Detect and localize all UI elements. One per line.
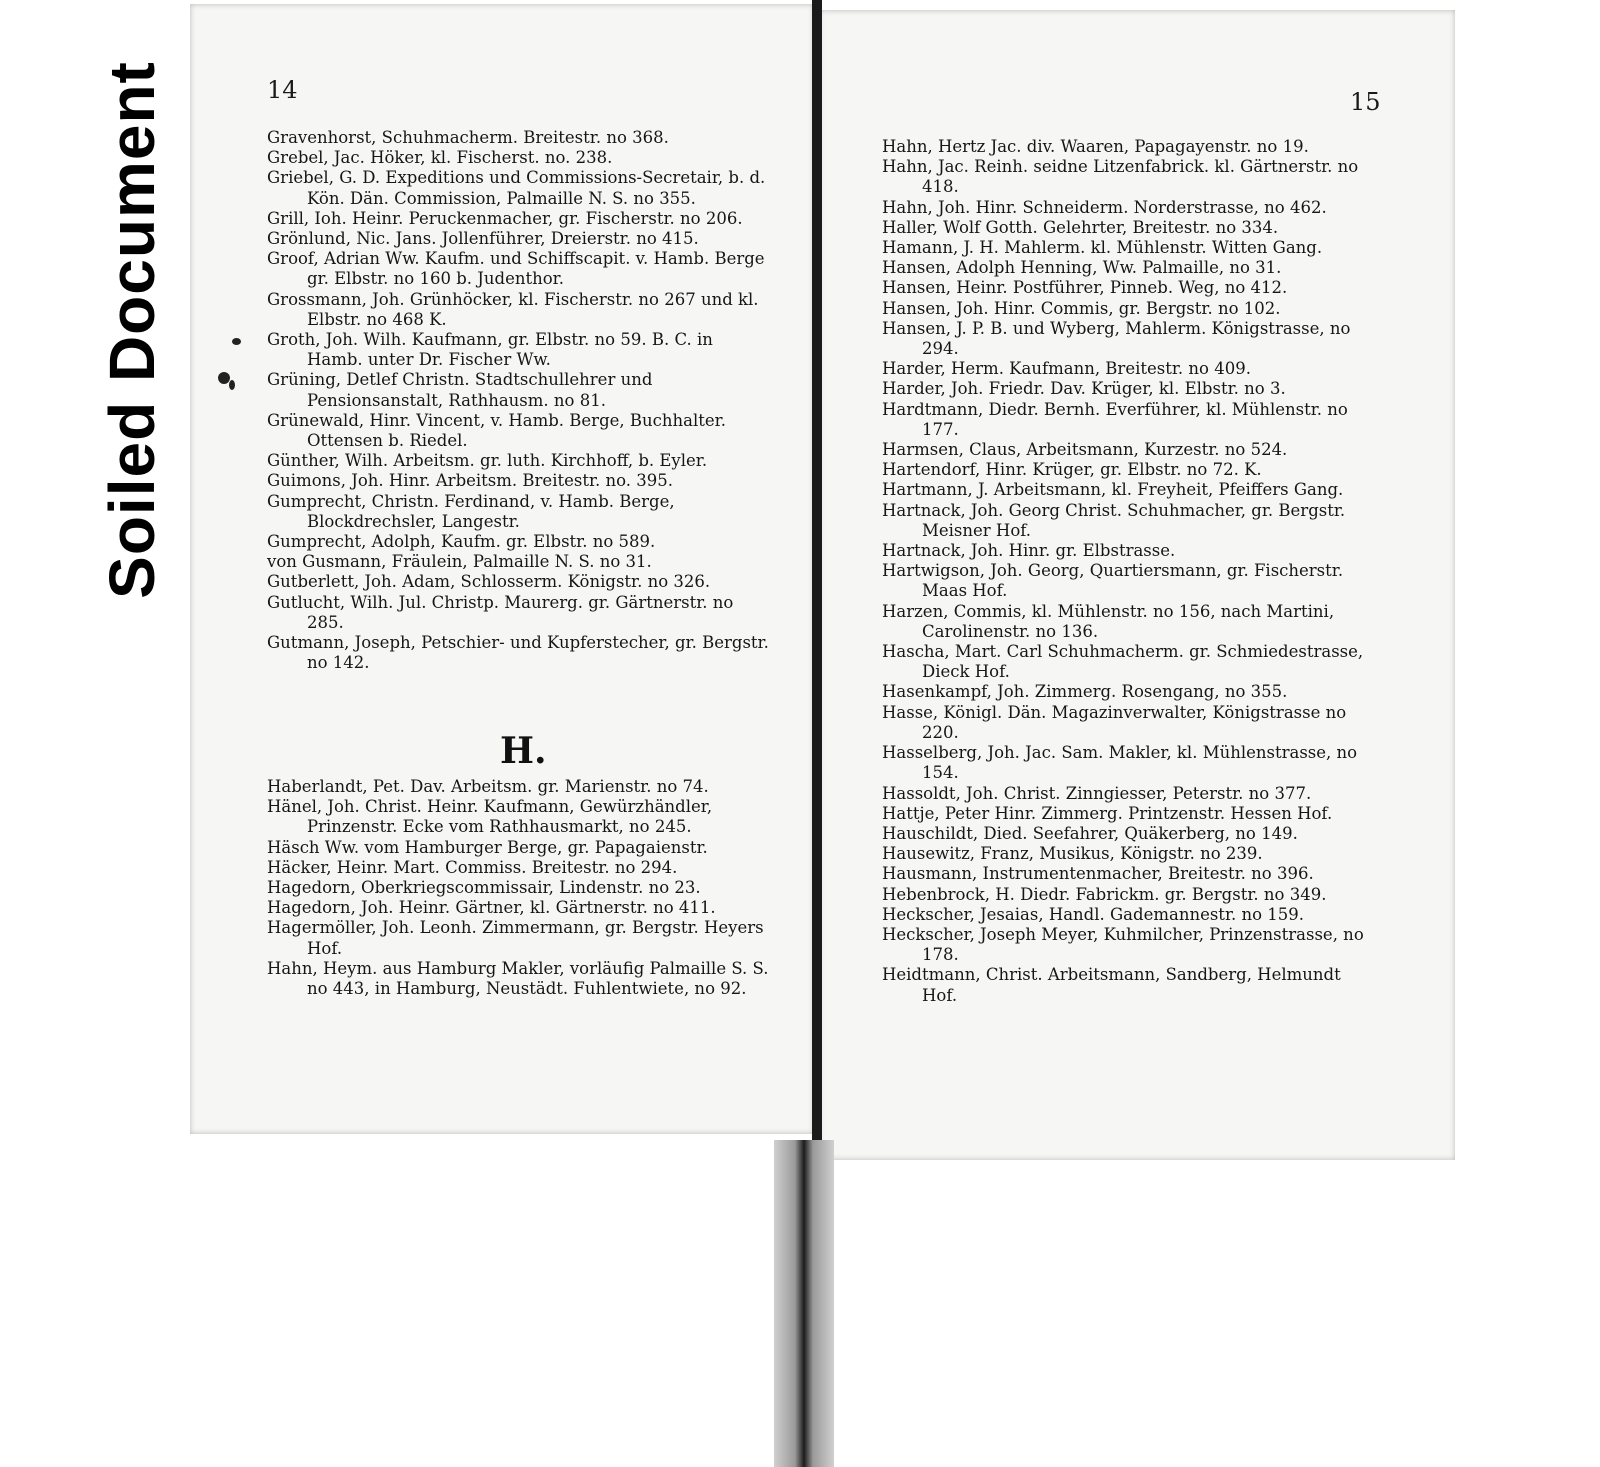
list-item: Heckscher, Joseph Meyer, Kuhmilcher, Prinzenstrasse, no 178. xyxy=(882,924,1364,965)
list-item: Hahn, Joh. Hinr. Schneiderm. Norderstrasse, no 462. xyxy=(882,197,1327,217)
list-item: Hausewitz, Franz, Musikus, Königstr. no 239. xyxy=(882,844,1263,864)
list-item: Grüning, Detlef Christn. Stadtschullehrer und Pensionsanstalt, Rathhausm. no 81. xyxy=(267,370,653,410)
list-item: Grebel, Jac. Höker, kl. Fischerst. no. 238. xyxy=(267,148,613,168)
list-item: Grünewald, Hinr. Vincent, v. Hamb. Berge, Buchhalter. Ottensen b. Riedel. xyxy=(267,410,726,451)
list-item: Hartwigson, Joh. Georg, Quartiersmann, gr. Fischerstr. Maas Hof. xyxy=(882,561,1344,601)
list-item: Harder, Joh. Friedr. Dav. Krüger, kl. Elbstr. no 3. xyxy=(882,379,1286,399)
list-item: Hänel, Joh. Christ. Heinr. Kaufmann, Gewürzhändler, Prinzenstr. Ecke vom Rathhausmarkt, no 245. xyxy=(267,797,713,837)
list-item: Haberlandt, Pet. Dav. Arbeitsm. gr. Marienstr. no 74. xyxy=(267,777,709,796)
list-item: Hartnack, Joh. Georg Christ. Schuhmacher, gr. Bergstr. Meisner Hof. xyxy=(882,500,1346,540)
section-heading: H. xyxy=(500,730,547,772)
list-item: Harzen, Commis, kl. Mühlenstr. no 156, nach Martini, Carolinenstr. no 136. xyxy=(882,601,1335,641)
list-item: Grönlund, Nic. Jans. Jollenführer, Dreierstr. no 415. xyxy=(267,229,699,249)
list-item: Grossmann, Joh. Grünhöcker, kl. Fischerstr. no 267 und kl. Elbstr. no 468 K. xyxy=(267,289,759,329)
list-item: Hattje, Peter Hinr. Zimmerg. Printzenstr. Hessen Hof. xyxy=(882,803,1333,823)
list-item: Groth, Joh. Wilh. Kaufmann, gr. Elbstr. no 59. B. C. in Hamb. unter Dr. Fischer Ww. xyxy=(267,330,713,370)
list-item: Groof, Adrian Ww. Kaufm. und Schiffscapit. v. Hamb. Berge gr. Elbstr. no 160 b. Judenthor. xyxy=(267,249,765,289)
list-item: Hartmann, J. Arbeitsmann, kl. Freyheit, Pfeiffers Gang. xyxy=(882,480,1344,500)
list-item: Hagermöller, Joh. Leonh. Zimmermann, gr. Bergstr. Heyers Hof. xyxy=(267,918,764,958)
list-item: Hausmann, Instrumentenmacher, Breitestr. no 396. xyxy=(882,864,1314,884)
ink-speck xyxy=(232,338,241,345)
stamp-label: Soiled Document xyxy=(96,61,168,599)
list-item: Haller, Wolf Gotth. Gelehrter, Breitestr. no 334. xyxy=(882,217,1279,237)
list-item: Hauschildt, Died. Seefahrer, Quäkerberg, no 149. xyxy=(882,823,1298,843)
ink-speck xyxy=(229,380,235,390)
list-item: Hahn, Hertz Jac. div. Waaren, Papagayenstr. no 19. xyxy=(882,137,1309,156)
list-item: Heckscher, Jesaias, Handl. Gademannestr. no 159. xyxy=(882,904,1305,924)
list-item: Hagedorn, Oberkriegscommissair, Lindenstr. no 23. xyxy=(267,878,701,898)
list-item: Hardtmann, Diedr. Bernh. Everführer, kl. Mühlenstr. no 177. xyxy=(882,399,1348,439)
list-item: Gutberlett, Joh. Adam, Schlosserm. Königstr. no 326. xyxy=(267,572,711,592)
right-entries xyxy=(882,137,1372,1006)
list-item: Gutlucht, Wilh. Jul. Christp. Maurerg. gr. Gärtnerstr. no 285. xyxy=(267,592,734,632)
list-item: Harder, Herm. Kaufmann, Breitestr. no 409. xyxy=(882,359,1251,379)
list-item: Hagedorn, Joh. Heinr. Gärtner, kl. Gärtnerstr. no 411. xyxy=(267,898,716,918)
list-item: Hasenkampf, Joh. Zimmerg. Rosengang, no 355. xyxy=(882,682,1288,702)
left-entries-h xyxy=(267,777,772,999)
list-item: Gumprecht, Adolph, Kaufm. gr. Elbstr. no 589. xyxy=(267,532,656,552)
list-item: Häcker, Heinr. Mart. Commiss. Breitestr. no 294. xyxy=(267,857,678,877)
list-item: Hebenbrock, H. Diedr. Fabrickm. gr. Bergstr. no 349. xyxy=(882,884,1327,904)
list-item: Hansen, J. P. B. und Wyberg, Mahlerm. Königstrasse, no 294. xyxy=(882,318,1351,359)
left-entries xyxy=(267,128,772,673)
list-item: Günther, Wilh. Arbeitsm. gr. luth. Kirchhoff, b. Eyler. xyxy=(267,451,708,471)
list-item: Hasse, Königl. Dän. Magazinverwalter, Königstrasse no 220. xyxy=(882,702,1347,742)
list-item: Hartnack, Joh. Hinr. gr. Elbstrasse. xyxy=(882,541,1176,561)
book-gutter xyxy=(812,0,822,1160)
list-item: Häsch Ww. vom Hamburger Berge, gr. Papagaienstr. xyxy=(267,837,708,857)
list-item: Hahn, Heym. aus Hamburg Makler, vorläufig Palmaille S. S. no 443, in Hamburg, Neustädt. Fuhlentwiete, no 92. xyxy=(267,958,769,999)
list-item: Hahn, Jac. Reinh. seidne Litzenfabrick. kl. Gärtnerstr. no 418. xyxy=(882,157,1359,197)
list-item: Hasselberg, Joh. Jac. Sam. Makler, kl. Mühlenstrasse, no 154. xyxy=(882,743,1358,783)
list-item: Grill, Ioh. Heinr. Peruckenmacher, gr. Fischerstr. no 206. xyxy=(267,208,743,228)
list-item: Harmsen, Claus, Arbeitsmann, Kurzestr. no 524. xyxy=(882,440,1288,460)
list-item: von Gusmann, Fräulein, Palmaille N. S. no 31. xyxy=(267,552,652,572)
list-item: Hansen, Adolph Henning, Ww. Palmaille, no 31. xyxy=(882,258,1282,278)
list-item: Hartendorf, Hinr. Krüger, gr. Elbstr. no 72. K. xyxy=(882,460,1262,480)
list-item: Heidtmann, Christ. Arbeitsmann, Sandberg, Helmundt Hof. xyxy=(882,965,1341,1005)
list-item: Guimons, Joh. Hinr. Arbeitsm. Breitestr. no. 395. xyxy=(267,471,674,491)
list-item: Gumprecht, Christn. Ferdinand, v. Hamb. Berge, Blockdrechsler, Langestr. xyxy=(267,491,675,531)
list-item: Gutmann, Joseph, Petschier- und Kupferstecher, gr. Bergstr. no 142. xyxy=(267,633,769,673)
list-item: Griebel, G. D. Expeditions und Commissions-Secretair, b. d. Kön. Dän. Commission, Palmaille N. S. no 355. xyxy=(267,168,766,208)
list-item: Hansen, Joh. Hinr. Commis, gr. Bergstr. no 102. xyxy=(882,298,1281,318)
list-item: Hascha, Mart. Carl Schuhmacherm. gr. Schmiedestrasse, Dieck Hof. xyxy=(882,642,1364,682)
list-item: Gravenhorst, Schuhmacherm. Breitestr. no 368. xyxy=(267,128,669,147)
book-spine xyxy=(774,1140,834,1467)
list-item: Hamann, J. H. Mahlerm. kl. Mühlenstr. Witten Gang. xyxy=(882,238,1323,258)
left-page-number: 14 xyxy=(267,76,298,104)
right-page-number: 15 xyxy=(1350,88,1381,116)
ink-speck xyxy=(218,372,230,384)
list-item: Hassoldt, Joh. Christ. Zinngiesser, Peterstr. no 377. xyxy=(882,783,1312,803)
list-item: Hansen, Heinr. Postführer, Pinneb. Weg, no 412. xyxy=(882,278,1288,298)
